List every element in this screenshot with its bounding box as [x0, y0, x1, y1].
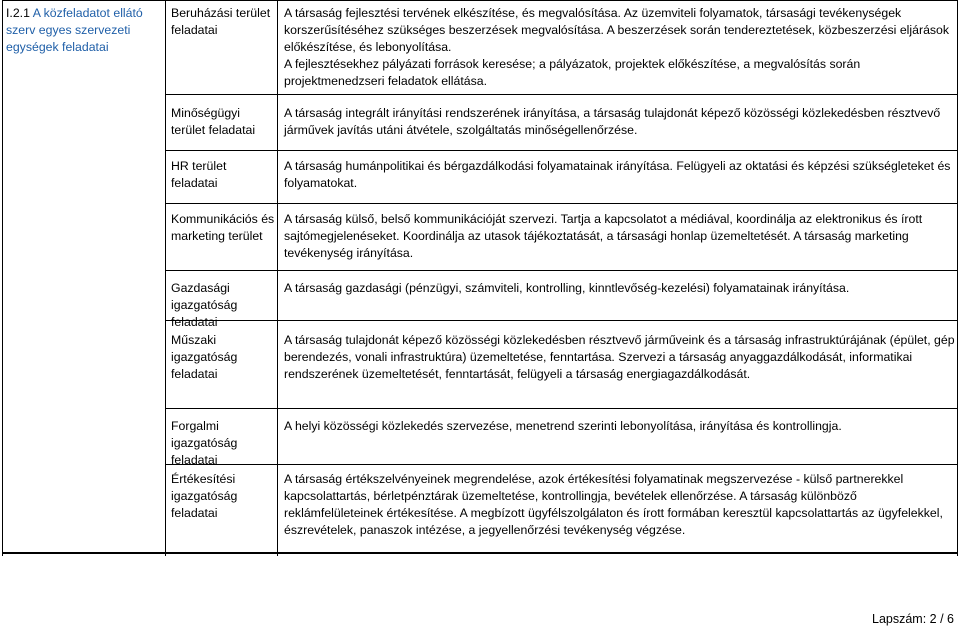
paragraph: A helyi közösségi közlekedés szervezése, menetrend szerinti lebonyolítása, irányítása és kontrollingja.	[284, 419, 842, 433]
table-border-bottom	[2, 552, 958, 554]
row-label-muszaki: Műszaki igazgatóság feladatai	[171, 333, 238, 381]
row-text-muszaki	[284, 332, 956, 383]
row-separator	[165, 270, 958, 271]
row-text-gazdasagi	[284, 280, 956, 297]
row-separator	[165, 203, 958, 204]
paragraph: A társaság humánpolitikai és bérgazdálkodási folyamatainak irányítása. Felügyeli az oktatási és képzési szükségleteket és folyamatokat.	[284, 159, 951, 190]
paragraph: A társaság fejlesztési tervének elkészítése, és megvalósítása. Az üzemviteli folyamatok, társasági tevékenységek korszerűsítéséhez szükséges beszerzések megvalósítása. A beszerzések során tendereztetések, közbeszerzési eljárások előkészítése, és lebonyolítása.	[284, 6, 950, 54]
section-title	[6, 5, 162, 56]
table-border-left	[2, 0, 3, 556]
page-number: Lapszám: 2 / 6	[872, 612, 954, 626]
table-border-col1	[165, 0, 166, 556]
row-separator	[165, 464, 958, 465]
row-separator	[165, 408, 958, 409]
row-text-beruhazasi	[284, 5, 956, 90]
row-separator	[165, 320, 958, 321]
paragraph: A fejlesztésekhez pályázati források keresése; a pályázatok, projektek előkészítése, a megvalósítás során projektmenedzseri feladatok ellátása.	[284, 57, 861, 88]
row-label-beruhazasi: Beruházási terület feladatai	[171, 6, 271, 37]
row-label-kommunikacios: Kommunikációs és marketing terület	[171, 212, 275, 243]
row-separator	[165, 150, 958, 151]
row-label-hr: HR terület feladatai	[171, 159, 227, 190]
row-text-hr	[284, 158, 956, 192]
row-label-forgalmi: Forgalmi igazgatóság feladatai	[171, 419, 238, 467]
section-number: I.2.1	[6, 6, 30, 20]
row-text-ertekesitesi	[284, 471, 956, 539]
paragraph: A társaság külső, belső kommunikációját szervezi. Tartja a kapcsolatot a médiával, koordinálja az elektronikus és írott sajtómegjelenéseket. Koordinálja az utasok tájékoztatását, a társasági honlap üzemeltetését. A társaság marketing tevékenység irányítása.	[284, 212, 923, 260]
row-text-forgalmi	[284, 418, 956, 435]
row-label-ertekesitesi: Értékesítési igazgatóság feladatai	[171, 472, 238, 520]
row-text-kommunikacios	[284, 211, 956, 262]
row-label-gazdasagi: Gazdasági igazgatóság feladatai	[171, 281, 238, 329]
table-border-top	[2, 0, 958, 1]
paragraph: A társaság integrált irányítási rendszerének irányítása, a társaság tulajdonát képező közösségi közlekedésben résztvevő járművek javítás utáni átvétele, szolgáltatás minőségellenőrzése.	[284, 106, 941, 137]
row-separator	[165, 94, 958, 95]
row-label-minosegugyi: Minőségügyi terület feladatai	[171, 106, 256, 137]
table-border-right	[957, 0, 958, 556]
paragraph: A társaság gazdasági (pénzügyi, számviteli, kontrolling, kinntlevőség-kezelési) folyamatainak irányítása.	[284, 281, 850, 295]
row-text-minosegugyi	[284, 105, 956, 139]
paragraph: A társaság értékszelvényeinek megrendelése, azok értékesítési folyamatinak megszervezése - külső partnerekkel kapcsolattartás, bérletpénztárak üzemeltetése, kontrollingja, bevételek ellenőrzése. A társaság különböző reklámfelületeinek értékesítése. A megbízott ügyfélszolgálaton és írott formában keresztül kapcsolattartás az ügyfelekkel, észrevételek, panaszok intézése, a jegyellenőrzési tevékenység végzése.	[284, 472, 943, 537]
section-title-text: A közfeladatot ellátó szerv egyes szervezeti egységek feladatai	[6, 6, 143, 54]
paragraph: A társaság tulajdonát képező közösségi közlekedésben résztvevő járműveink és a társaság infrastruktúrájának (épület, gép berendezés, vonali infrastruktúra) üzemeltetése, fenntartása. Szervezi a társaság anyaggazdálkodását, informatikai rendszerének üzemeltetését, fenntartását, felügyeli a társaság energiagazdálkodását.	[284, 333, 955, 381]
table-border-col2	[277, 0, 278, 556]
